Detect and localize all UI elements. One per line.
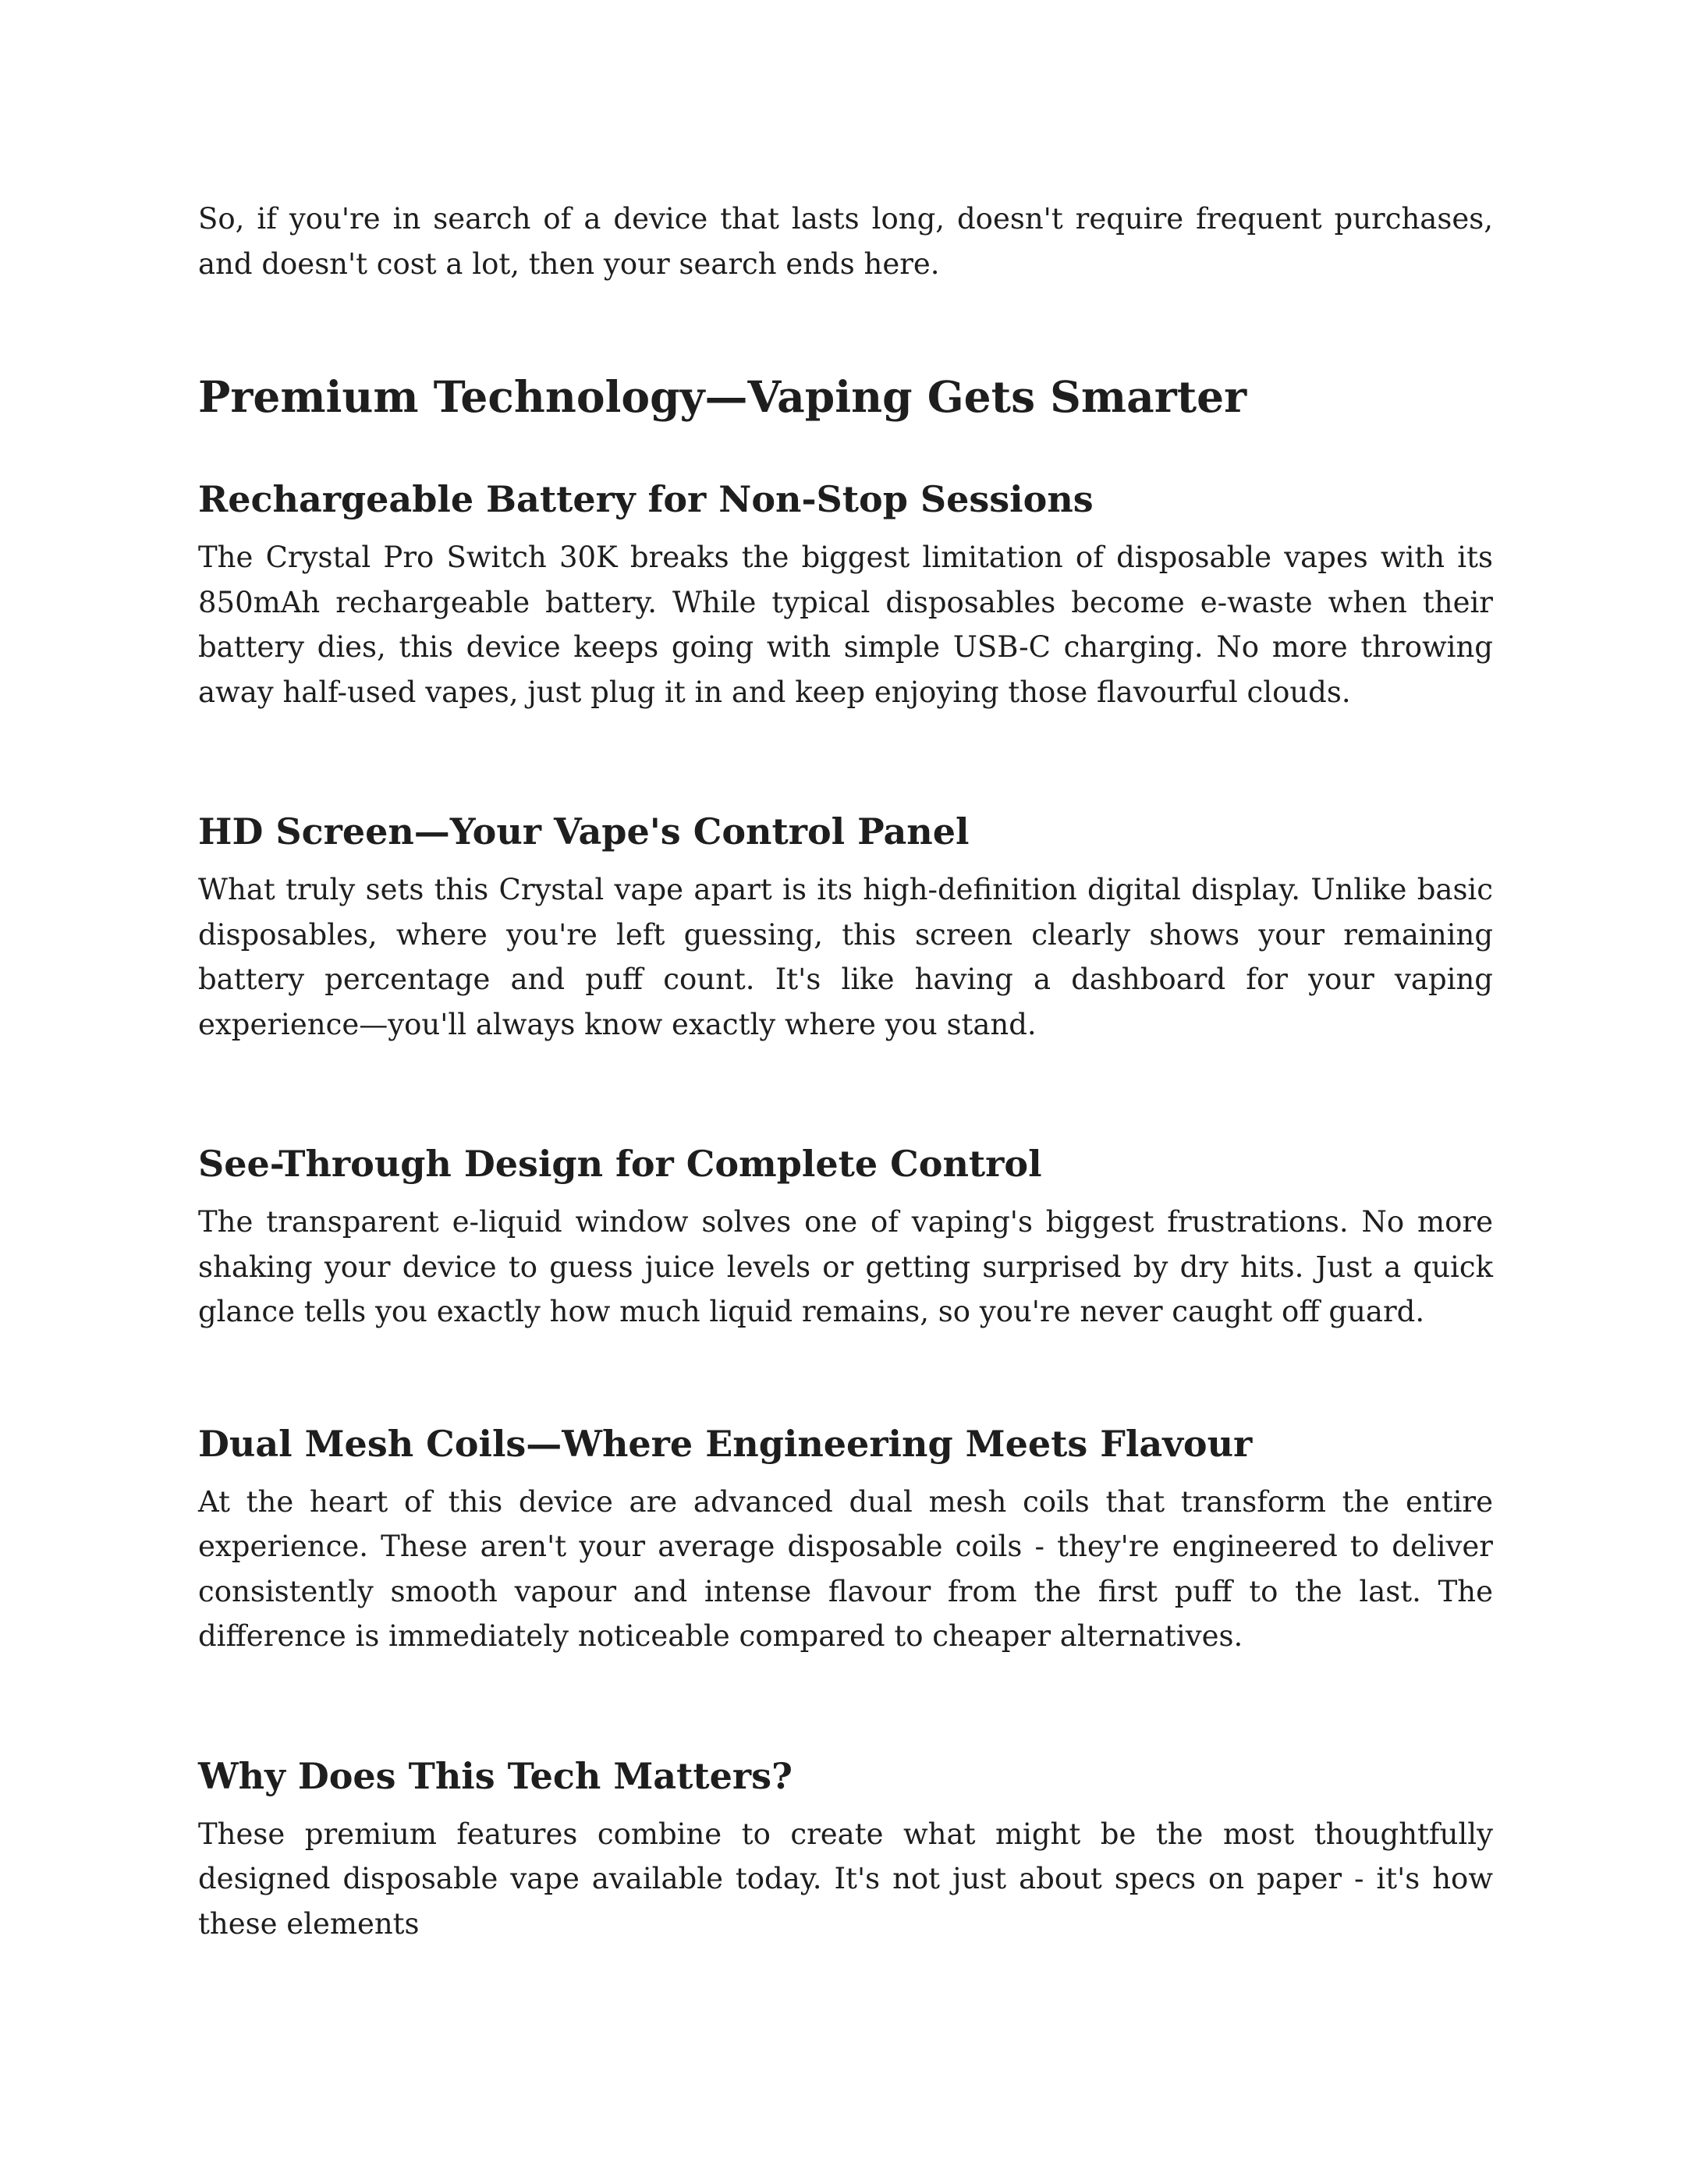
section-body: The Crystal Pro Switch 30K breaks the biggest limitation of disposable vapes with its 850mAh rechargeable battery. While typical disposables become e-waste when their battery dies, this device keeps going with simple USB-C charging. No more throwing away half-used vapes, just plug it in and keep enjoying those flavourful clouds. (198, 541, 1493, 709)
section-heading: Dual Mesh Coils—Where Engineering Meets Flavour (198, 1422, 1253, 1465)
section-hd-screen (198, 808, 1493, 1047)
intro-paragraph: So, if you're in search of a device that lasts long, doesn't require frequent purchases, and doesn't cost a lot, then your search ends here. (198, 202, 1493, 281)
section-heading: HD Screen—Your Vape's Control Panel (198, 810, 970, 853)
section-dual-mesh-coils (198, 1420, 1493, 1659)
section-body: What truly sets this Crystal vape apart is its high-definition digital display. Unlike basic disposables, where you're left guessing, this screen clearly shows your remaining battery percentage and puff count. It's like having a dashboard for your vaping experience—you'll always know exactly where you stand. (198, 873, 1493, 1041)
section-heading: See-Through Design for Complete Control (198, 1143, 1042, 1185)
section-body: The transparent e-liquid window solves one of vaping's biggest frustrations. No more shaking your device to guess juice levels or getting surprised by dry hits. Just a quick glance tells you exactly how much liquid remains, so you're never caught off guard. (198, 1205, 1493, 1328)
section-heading: Why Does This Tech Matters? (198, 1754, 793, 1797)
section-see-through-design (198, 1140, 1493, 1335)
section-body: At the heart of this device are advanced dual mesh coils that transform the entire experience. These aren't your average disposable coils - they're engineered to deliver consistently smooth vapour and intense flavour from the first puff to the last. The difference is immediately noticeable compared to cheaper alternatives. (198, 1484, 1493, 1653)
document-content (198, 197, 1493, 1946)
main-heading: Premium Technology—Vaping Gets Smarter (198, 371, 1247, 422)
section-rechargeable-battery (198, 476, 1493, 714)
section-why-tech-matters (198, 1753, 1493, 1947)
section-body: These premium features combine to create what might be the most thoughtfully designed disposable vape available today. It's not just about specs on paper - it's how these elements (198, 1817, 1493, 1941)
section-heading: Rechargeable Battery for Non-Stop Sessions (198, 478, 1094, 520)
